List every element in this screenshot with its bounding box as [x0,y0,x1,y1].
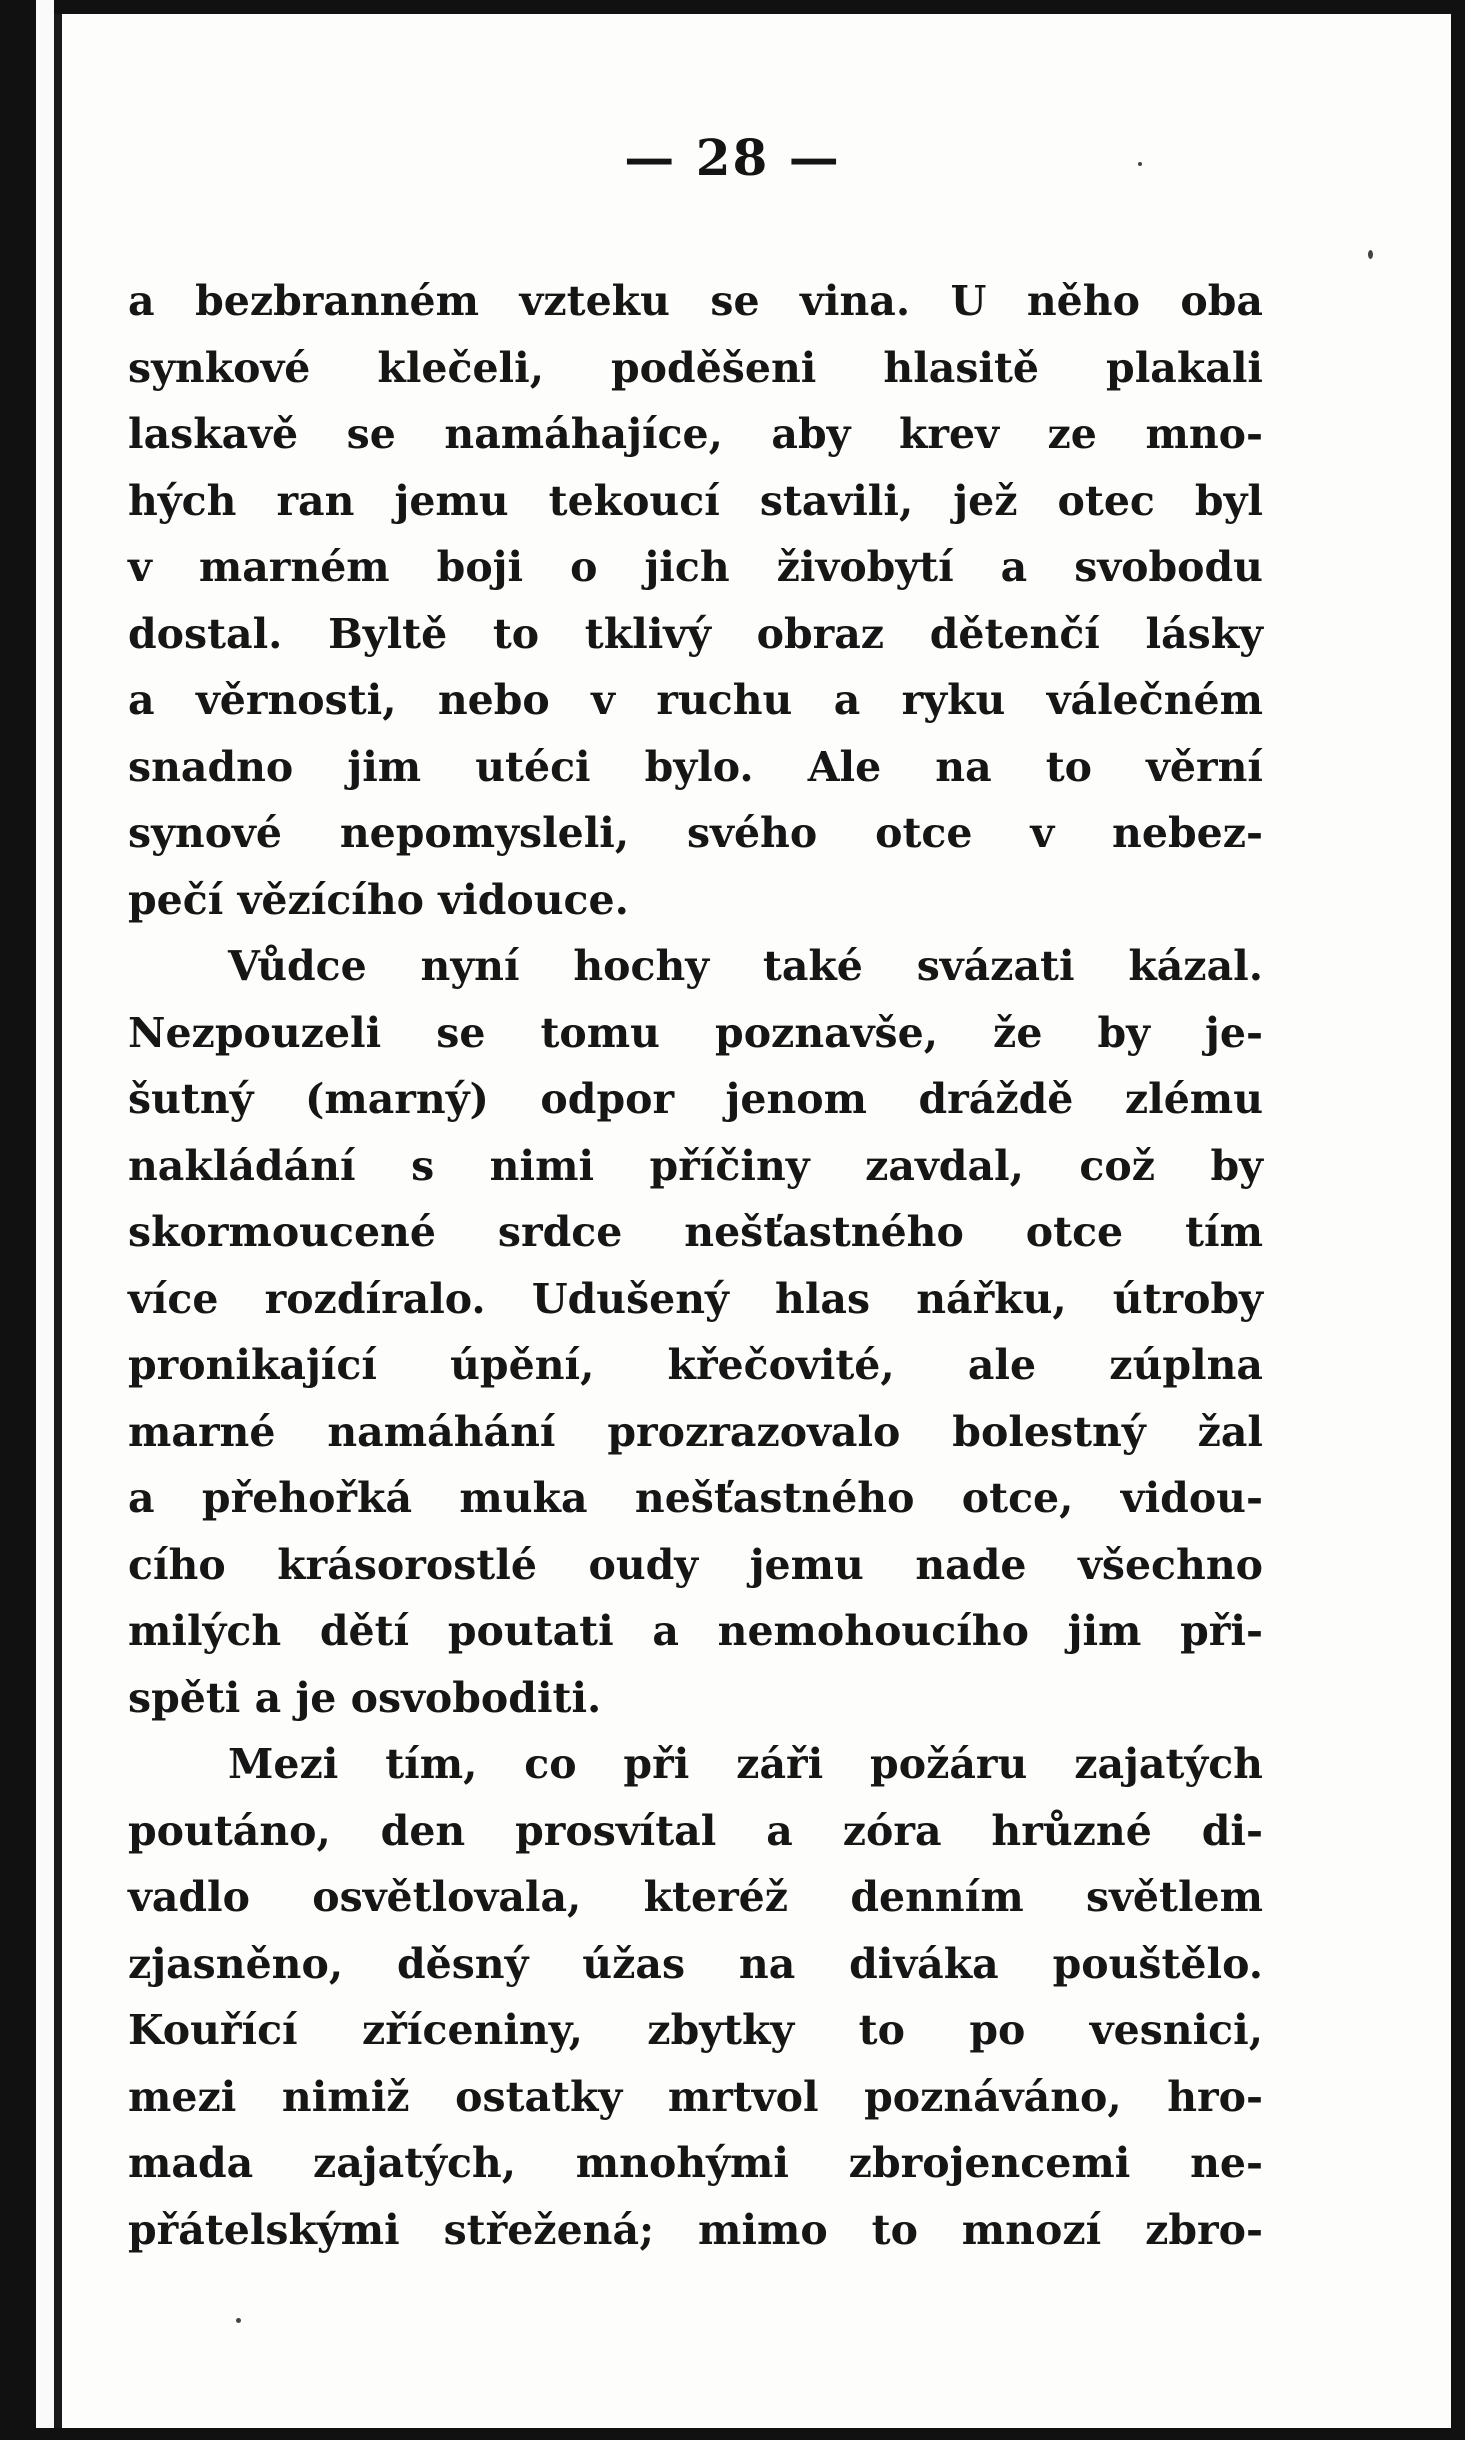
text-line: šutný (marný) odpor jenom dráždě zlému [128,1075,1263,1123]
text-line: laskavě se namáhajíce, aby krev ze mno- [128,410,1263,458]
text-line: mada zajatých, mnohými zbrojencemi ne- [128,2139,1263,2187]
scan-binding-line [54,14,62,2440]
text-line: poutáno, den prosvítal a zóra hrůzné di- [128,1806,1263,1855]
paragraph-start-line: Vůdce nyní hochy také svázati kázal. [228,942,1263,990]
text-line: nakládání s nimi příčiny zavdal, což by [128,1141,1263,1190]
text-line: spěti a je osvoboditi. [128,1673,602,1722]
text-line: vadlo osvětlovala, kteréž denním světlem [128,1873,1263,1921]
text-line: synkové klečeli, poděšeni hlasitě plakali [128,343,1263,392]
text-line: a věrnosti, nebo v ruchu a ryku válečném [128,676,1263,724]
text-line: dostal. Byltě to tklivý obraz dětenčí lásky [128,609,1263,658]
text-line: a přehořká muka nešťastného otce, vidou- [128,1474,1263,1522]
page-number: — 28 — [624,128,841,187]
text-line: skormoucené srdce nešťastného otce tím [128,1208,1263,1256]
text-line: pronikající úpění, křečovité, ale zúplna [128,1341,1263,1389]
text-line: synové nepomysleli, svého otce v nebez- [128,809,1263,857]
text-line: mezi nimiž ostatky mrtvol poznáváno, hro- [128,2072,1263,2121]
text-line: v marném boji o jich živobytí a svobodu [128,543,1263,591]
text-line: více rozdíralo. Udušený hlas nářku, útroby [128,1274,1263,1323]
paragraph-start-line: Mezi tím, co při záři požáru zajatých [228,1740,1263,1788]
text-line: Nezpouzeli se tomu poznavše, že by je- [128,1008,1263,1057]
scan-edge-bottom [0,2428,1465,2440]
scan-edge-top [0,0,1465,14]
text-line: milých dětí poutati a nemohoucího jim při- [128,1607,1263,1655]
scan-speck [1368,250,1373,259]
text-line: Kouřící zříceniny, zbytky to po vesnici, [128,2006,1263,2054]
scan-edge-left [0,0,36,2440]
text-line: pečí vězícího vidouce. [128,875,629,924]
text-line: marné namáhání prozrazovalo bolestný žal [128,1407,1263,1456]
scan-edge-right [1451,0,1465,2440]
text-line: přátelskými střežená; mimo to mnozí zbro- [128,2205,1263,2254]
text-line: zjasněno, děsný úžas na diváka pouštělo. [128,1939,1263,1988]
scan-speck [236,2318,241,2323]
text-line: cího krásorostlé oudy jemu nade všechno [128,1540,1263,1589]
text-line: snadno jim utéci bylo. Ale na to věrní [128,742,1263,791]
scan-margin-left [36,0,54,2440]
text-line: hých ran jemu tekoucí stavili, jež otec byl [128,476,1263,525]
text-line: a bezbranném vzteku se vina. U něho oba [128,277,1263,325]
body-text [128,268,1263,2263]
